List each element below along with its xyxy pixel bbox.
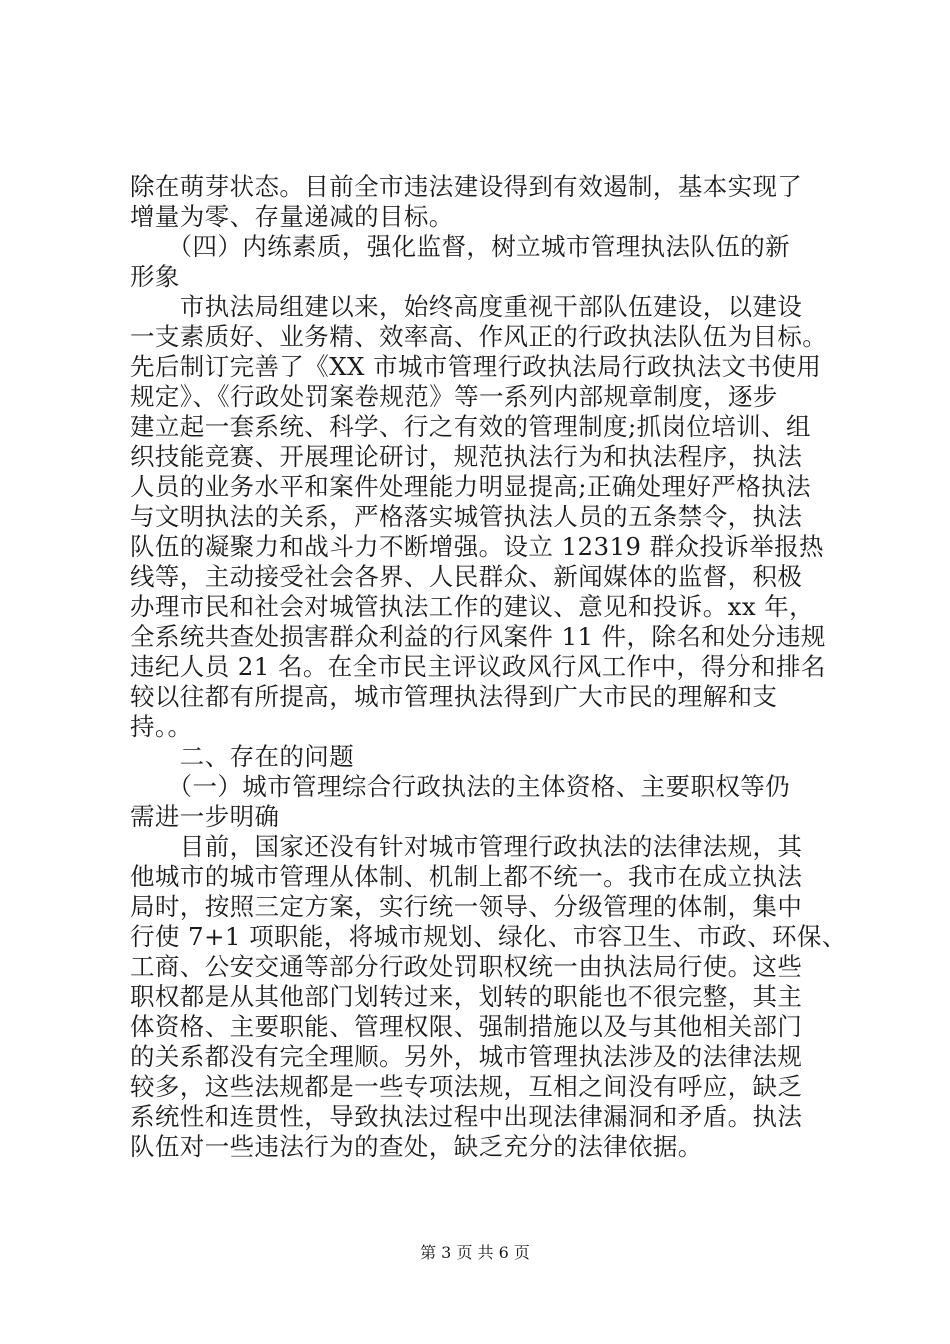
section-heading-line: 形象 xyxy=(130,262,180,291)
document-body xyxy=(130,172,847,1162)
text-line: 人员的业务水平和案件处理能力明显提高;正确处理好严格执法 xyxy=(130,472,811,501)
text-line: 职权都是从其他部门划转过来，划转的职能也不很完整，其主 xyxy=(130,982,803,1011)
text-line: 持。。 xyxy=(130,712,193,741)
text-line: 队伍对一些违法行为的查处，缺乏充分的法律依据。 xyxy=(130,1132,703,1161)
text-line: 先后制订完善了《XX 市城市管理行政执法局行政执法文书使用 xyxy=(130,352,822,381)
text-line: 工商、公安交通等部分行政处罚职权统一由执法局行使。这些 xyxy=(130,952,803,981)
text-line: 他城市的城市管理从体制、机制上都不统一。我市在成立执法 xyxy=(130,862,803,891)
text-line: 较多，这些法规都是一些专项法规，互相之间没有呼应，缺乏 xyxy=(130,1072,803,1101)
text-line: 织技能竞赛、开展理论研讨，规范执法行为和执法程序，执法 xyxy=(130,442,803,471)
text-line: 体资格、主要职能、管理权限、强制措施以及与其他相关部门 xyxy=(130,1012,803,1041)
section-heading-line: （四）内练素质，强化监督，树立城市管理执法队伍的新 xyxy=(130,232,791,261)
text-line: 系统性和连贯性，导致执法过程中出现法律漏洞和矛盾。执法 xyxy=(130,1102,803,1131)
text-line: 目前，国家还没有针对城市管理行政执法的法律法规，其 xyxy=(130,832,803,861)
text-line: 全系统共查处损害群众利益的行风案件 11 件，除名和处分违规 xyxy=(130,622,826,651)
text-line: 局时，按照三定方案，实行统一领导、分级管理的体制，集中 xyxy=(130,892,803,921)
section-heading-line: 需进一步明确 xyxy=(130,802,280,831)
text-line: 办理市民和社会对城管执法工作的建议、意见和投诉。xx 年， xyxy=(130,592,815,621)
text-line: 市执法局组建以来，始终高度重视干部队伍建设，以建设 xyxy=(130,292,803,321)
text-line: 除在萌芽状态。目前全市违法建设得到有效遏制，基本实现了 xyxy=(130,172,803,201)
text-line: 线等，主动接受社会各界、人民群众、新闻媒体的监督，积极 xyxy=(130,562,803,591)
text-line: 建立起一套系统、科学、行之有效的管理制度;抓岗位培训、组 xyxy=(130,412,811,441)
text-line: 增量为零、存量递减的目标。 xyxy=(130,202,454,231)
text-line: 的关系都没有完全理顺。另外，城市管理执法涉及的法律法规 xyxy=(130,1042,803,1071)
section-heading-line: （一）城市管理综合行政执法的主体资格、主要职权等仍 xyxy=(130,772,791,801)
text-line: 违纪人员 21 名。在全市民主评议政风行风工作中，得分和排名 xyxy=(130,652,826,681)
section-heading-line: 二、存在的问题 xyxy=(130,742,355,771)
text-line: 较以往都有所提高，城市管理执法得到广大市民的理解和支 xyxy=(130,682,778,711)
text-line: 行使 7+1 项职能，将城市规划、绿化、市容卫生、市政、环保、 xyxy=(130,922,847,951)
text-line: 队伍的凝聚力和战斗力不断增强。设立 12319 群众投诉举报热 xyxy=(130,532,824,561)
text-line: 与文明执法的关系，严格落实城管执法人员的五条禁令，执法 xyxy=(130,502,803,531)
page-number-footer: 第 3 页 共 6 页 xyxy=(420,1243,530,1262)
text-line: 规定》、《行政处罚案卷规范》等一系列内部规章制度，逐步 xyxy=(130,382,778,411)
text-line: 一支素质好、业务精、效率高、作风正的行政执法队伍为目标。 xyxy=(130,322,828,351)
